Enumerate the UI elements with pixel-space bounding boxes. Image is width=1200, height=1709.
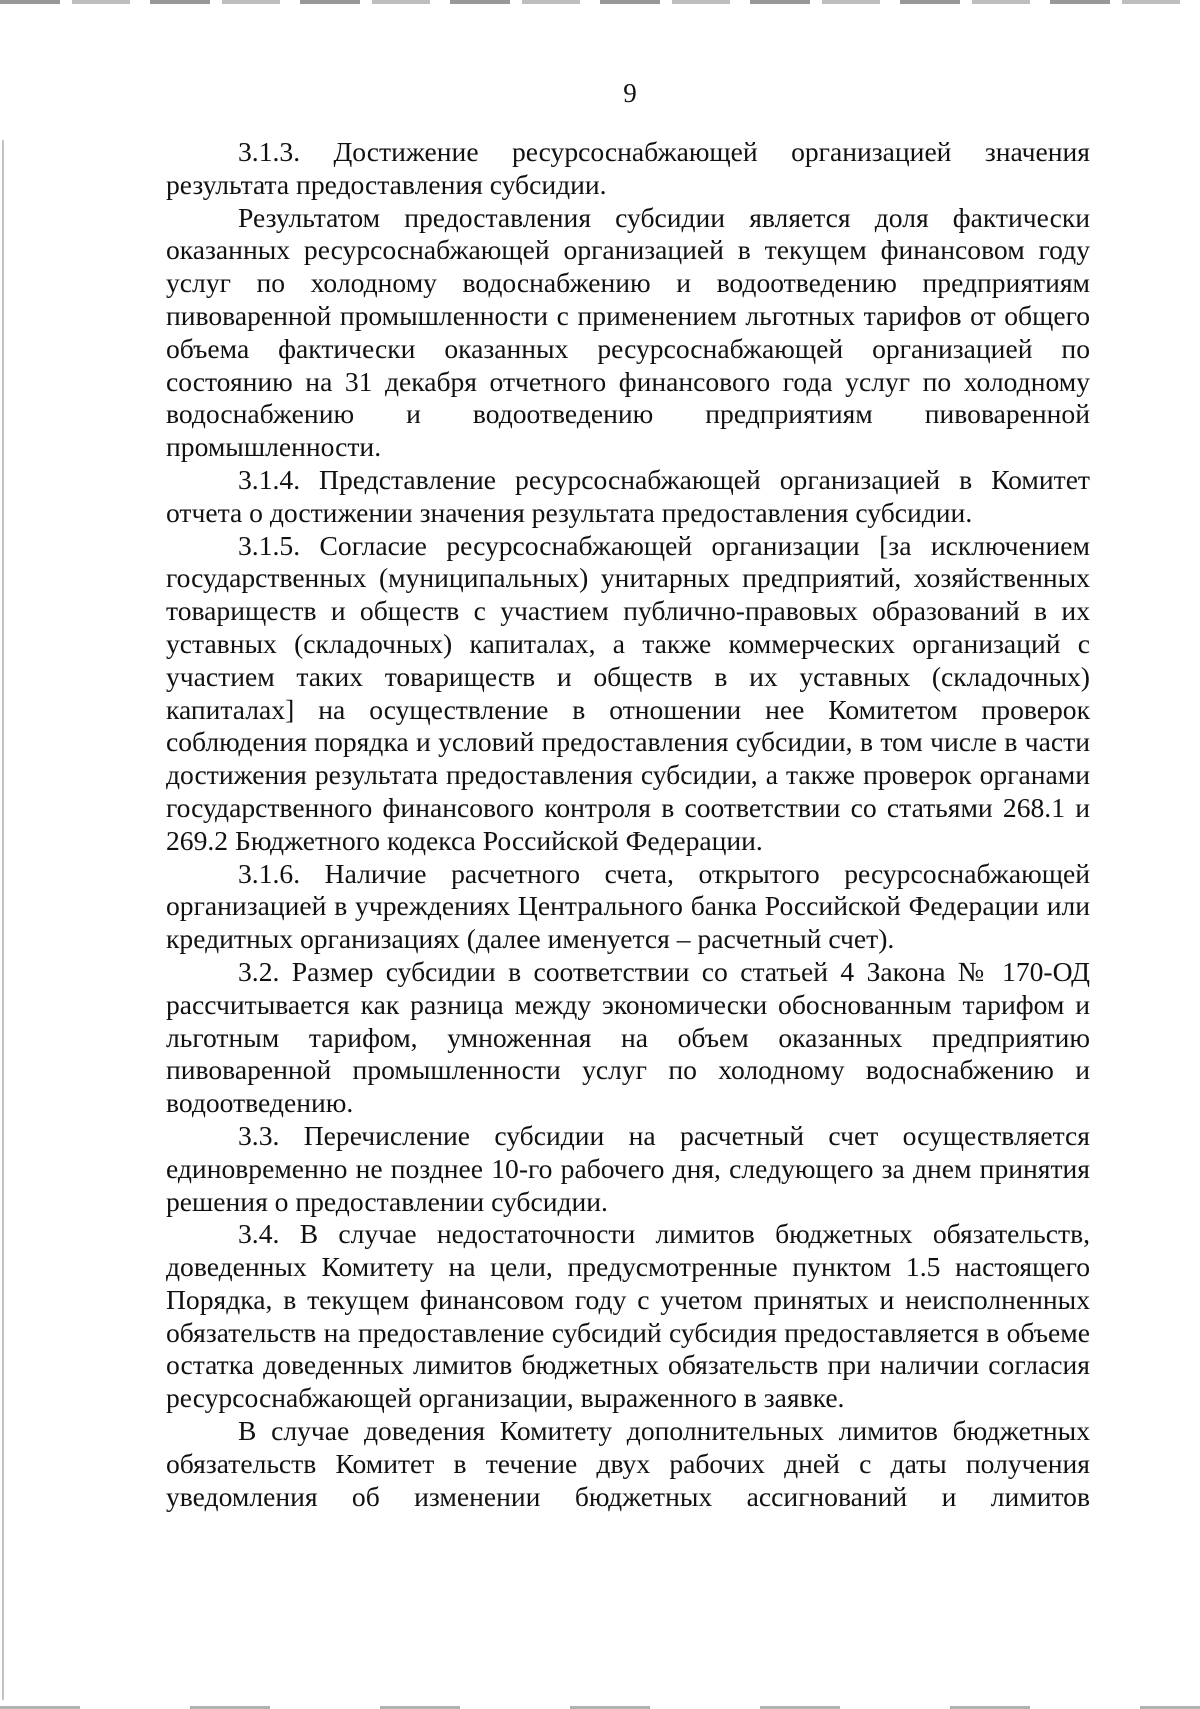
paragraph-3-1-3: 3.1.3. Достижение ресурсоснабжающей организацией значения результата предоставления субсидии. [166, 136, 1090, 200]
paragraph-additional-limits: В случае доведения Комитету дополнительных лимитов бюджетных обязательств Комитет в течение двух рабочих дней с даты получения уведомления об изменении бюджетных ассигнований и лимитов [166, 1415, 1090, 1512]
paragraph-result: Результатом предоставления субсидии является доля фактически оказанных ресурсоснабжающей организацией в текущем финансовом году услуг по холодному водоснабжению и водоотведению предприятиям пивоваренной промышленности с применением льготных тарифов от общего объема фактически оказанных ресурсоснабжающей организацией по состоянию на 31 декабря отчетного финансового года услуг по холодному водоснабжению и водоотведению предприятиям пивоваренной промышленности. [166, 201, 1090, 463]
document-body [166, 136, 1090, 1513]
paragraph-3-1-5: 3.1.5. Согласие ресурсоснабжающей организации [за исключением государственных (муниципальных) унитарных предприятий, хозяйственных товариществ и обществ с участием публично-правовых образований в их уставных (складочных) капиталах, а также коммерческих организаций с участием таких товариществ и обществ в их уставных (складочных) капиталах] на осуществление в отношении нее Комитетом проверок соблюдения порядка и условий предоставления субсидии, в том числе в части достижения результата предоставления субсидии, а также проверок органами государственного финансового контроля в соответствии со статьями 268.1 и 269.2 Бюджетного кодекса Российской Федерации. [166, 529, 1090, 856]
paragraph-3-4: 3.4. В случае недостаточности лимитов бюджетных обязательств, доведенных Комитету на цели, предусмотренные пунктом 1.5 настоящего Порядка, в текущем финансовом году с учетом принятых и неисполненных обязательств на предоставление субсидий субсидия предоставляется в объеме остатка доведенных лимитов бюджетных обязательств при наличии согласия ресурсоснабжающей организации, выраженного в заявке. [166, 1218, 1090, 1414]
paragraph-3-1-6: 3.1.6. Наличие расчетного счета, открытого ресурсоснабжающей организацией в учреждениях Центрального банка Российской Федерации или кредитных организациях (далее именуется – расчетный счет). [166, 857, 1090, 955]
page-number: 9 [623, 78, 637, 108]
scan-edge-left [2, 140, 4, 1700]
paragraph-3-1-4: 3.1.4. Представление ресурсоснабжающей организацией в Комитет отчета о достижении значения результата предоставления субсидии. [166, 463, 1090, 528]
paragraph-3-3: 3.3. Перечисление субсидии на расчетный счет осуществляется единовременно не позднее 10-го рабочего дня, следующего за днем принятия решения о предоставлении субсидии. [166, 1119, 1090, 1217]
paragraph-3-2: 3.2. Размер субсидии в соответствии со статьей 4 Закона № 170-ОД рассчитывается как разница между экономически обоснованным тарифом и льготным тарифом, умноженная на объем оказанных предприятию пивоваренной промышленности услуг по холодному водоснабжению и водоотведению. [166, 955, 1090, 1119]
scan-edge-top [0, 0, 1200, 4]
